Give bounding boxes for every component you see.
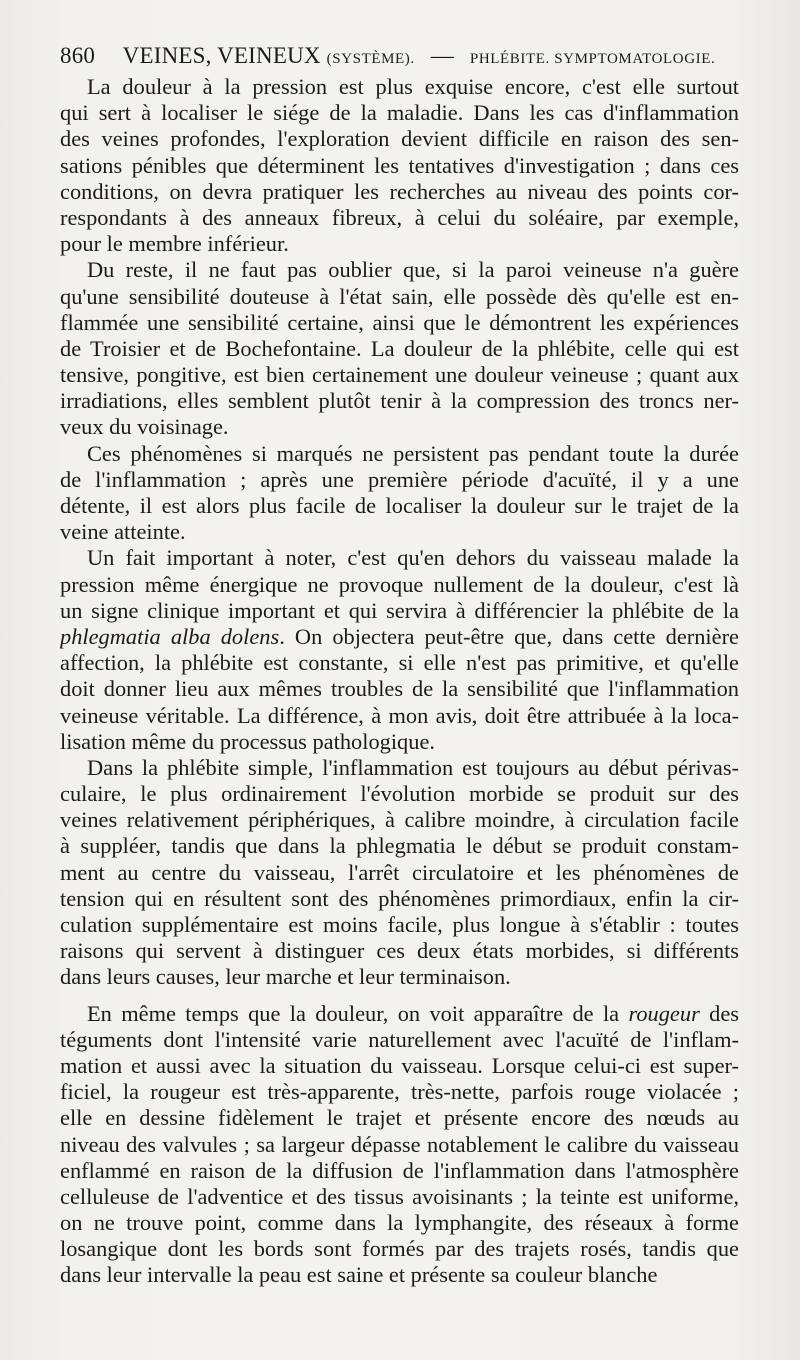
text-line: celluleuse de l'adventice et des tissus avoisinants ; la teinte est uniforme, bbox=[60, 1183, 739, 1209]
text-line: dans leur intervalle la peau est saine et présente sa couleur blanche bbox=[60, 1262, 658, 1288]
text-line: raisons qui servent à distinguer ces deux états morbides, si différents bbox=[60, 938, 739, 964]
text-line: culaire, le plus ordinairement l'évolution morbide se produit sur des bbox=[60, 781, 739, 807]
text-line: pour le membre inférieur. bbox=[60, 231, 289, 257]
text-line: affection, la phlébite est constante, si elle n'est pas primitive, et qu'elle bbox=[60, 650, 739, 676]
text-line: lisation même du processus pathologique. bbox=[60, 728, 435, 754]
paragraph bbox=[60, 257, 739, 440]
header-dash: — bbox=[430, 43, 454, 68]
paragraph bbox=[60, 74, 739, 257]
text-line: un signe clinique important et qui servira à différencier la phlébite de la bbox=[60, 597, 739, 623]
header-system: (SYSTÈME). bbox=[326, 51, 415, 67]
text-line: conditions, on devra pratiquer les recherches au niveau des points cor- bbox=[60, 178, 739, 204]
text-line: ficiel, la rougeur est très-apparente, très-nette, parfois rouge violacée ; bbox=[60, 1079, 739, 1105]
text-line: on ne trouve point, comme dans la lymphangite, des réseaux à forme bbox=[60, 1210, 739, 1236]
text-line: qui sert à localiser le siége de la maladie. Dans les cas d'inflammation bbox=[60, 100, 739, 126]
text-line: pression même énergique ne provoque nullement de la douleur, c'est là bbox=[60, 571, 739, 597]
header-title: VEINES, VEINEUX bbox=[122, 43, 321, 68]
text-line: losangique dont les bords sont formés par des trajets rosés, tandis que bbox=[60, 1236, 739, 1262]
text-line: respondants à des anneaux fibreux, à celui du soléaire, par exemple, bbox=[60, 204, 739, 230]
text-line: irradiations, elles semblent plutôt tenir à la compression des troncs ner- bbox=[60, 388, 739, 414]
text-line: de Troisier et de Bochefontaine. La douleur de la phlébite, celle qui est bbox=[60, 335, 739, 361]
header-section: PHLÉBITE. SYMPTOMATOLOGIE. bbox=[469, 51, 716, 67]
text-line: mation et aussi avec la situation du vaisseau. Lorsque celui-ci est super- bbox=[60, 1052, 739, 1078]
italic-term: rougeur bbox=[628, 1000, 700, 1026]
text-line: culation supplémentaire est moins facile, plus longue à s'établir : toutes bbox=[60, 912, 739, 937]
paragraph bbox=[60, 1001, 739, 1289]
text-line: doit donner lieu aux mêmes troubles de la sensibilité que l'inflammation bbox=[60, 676, 739, 702]
text-line: téguments dont l'intensité varie naturellement avec l'acuïté de l'inflam- bbox=[60, 1026, 739, 1052]
text-line: veines relativement périphériques, à calibre moindre, à circulation facile bbox=[60, 807, 739, 833]
text-line: tension qui en résultent sont des phénomènes primordiaux, enfin la cir- bbox=[60, 885, 739, 911]
text-line: tensive, pongitive, est bien certainement une douleur veineuse ; quant aux bbox=[60, 362, 739, 388]
paragraph bbox=[60, 545, 739, 755]
text-line: Ces phénomènes si marqués ne persistent pas pendant toute la durée bbox=[87, 440, 739, 466]
text-line: La douleur à la pression est plus exquise encore, c'est elle surtout bbox=[87, 74, 739, 99]
text-line: veux du voisinage. bbox=[60, 414, 229, 440]
text-line: enflammé en raison de la diffusion de l'inflammation dans l'atmosphère bbox=[60, 1157, 739, 1183]
body-text bbox=[60, 74, 739, 1289]
text-line: Dans la phlébite simple, l'inflammation est toujours au début périvas- bbox=[87, 754, 739, 780]
text-line: ment au centre du vaisseau, l'arrêt circulatoire et les phénomènes de bbox=[60, 859, 739, 885]
paragraph bbox=[60, 441, 739, 546]
text-line: à suppléer, tandis que dans la phlegmatia le début se produit constam- bbox=[60, 833, 739, 859]
text-line: des veines profondes, l'exploration devient difficile en raison des sen- bbox=[60, 126, 739, 152]
text-line: En même temps que la douleur, on voit apparaître de la rougeur des bbox=[87, 1000, 739, 1026]
paragraph bbox=[60, 755, 739, 991]
text-line: Un fait important à noter, c'est qu'en dehors du vaisseau malade la bbox=[87, 545, 739, 571]
text-line: flammée une sensibilité certaine, ainsi que le démontrent les expériences bbox=[60, 309, 739, 335]
text-line: veineuse véritable. La différence, à mon avis, doit être attribuée à la loca- bbox=[60, 702, 739, 728]
text-line: qu'une sensibilité douteuse à l'état sain, elle possède dès qu'elle est en- bbox=[60, 283, 739, 309]
text-line: elle en dessine fidèlement le trajet et présente encore des nœuds au bbox=[60, 1105, 739, 1131]
text-line: phlegmatia alba dolens. On objectera peut-être que, dans cette dernière bbox=[60, 623, 739, 649]
text-line: détente, il est alors plus facile de localiser la douleur sur le trajet de la bbox=[60, 493, 739, 518]
page-number: 860 bbox=[60, 43, 96, 68]
running-header bbox=[60, 40, 760, 72]
text-line: sations pénibles que déterminent les tentatives d'investigation ; dans ces bbox=[60, 152, 739, 178]
text-line: niveau des valvules ; sa largeur dépasse notablement le calibre du vaisseau bbox=[60, 1131, 739, 1157]
text-line: Du reste, il ne faut pas oublier que, si la paroi veineuse n'a guère bbox=[87, 257, 739, 283]
text-line: dans leurs causes, leur marche et leur terminaison. bbox=[60, 964, 511, 990]
paragraph-gap bbox=[60, 991, 739, 1001]
text-line: de l'inflammation ; après une première période d'acuïté, il y a une bbox=[60, 466, 739, 492]
italic-term: phlegmatia alba dolens bbox=[60, 623, 280, 649]
text-line: veine atteinte. bbox=[60, 519, 186, 545]
